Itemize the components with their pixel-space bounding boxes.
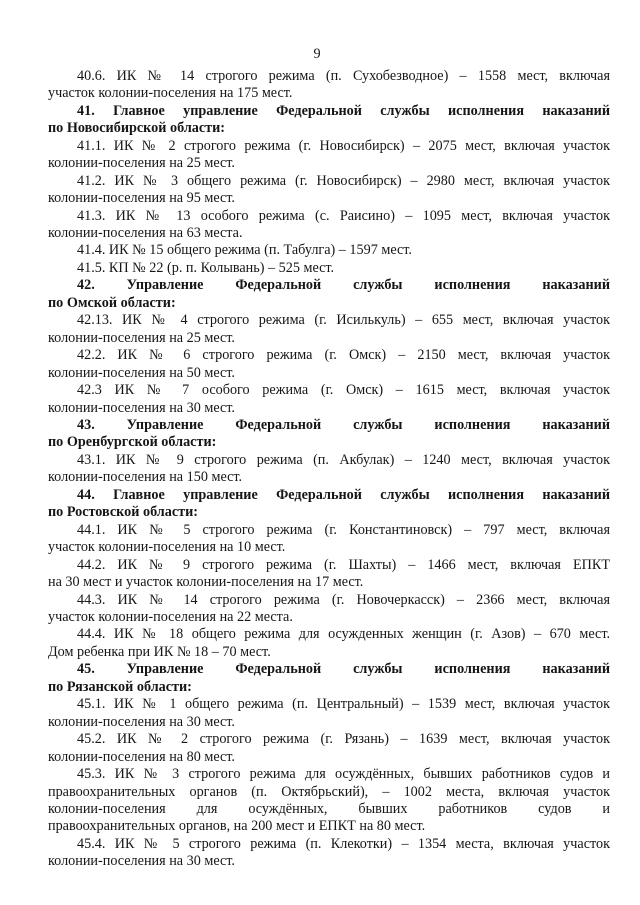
document-body (48, 68, 610, 871)
paragraph (48, 138, 610, 173)
paragraph (48, 312, 610, 347)
paragraph (48, 696, 610, 731)
text-line: 45. Управление Федеральной службы исполнения наказаний (77, 661, 610, 678)
section-heading (48, 417, 610, 452)
text-line: колонии-поселения на 30 мест. (48, 853, 235, 870)
text-line: по Омской области: (48, 294, 176, 311)
text-line: 45.2. ИК № 2 строгого режима (г. Рязань) – 1639 мест, включая участок (77, 731, 610, 748)
paragraph (48, 242, 610, 259)
text-line: 45.3. ИК № 3 строгого режима для осуждённых, бывших работников судов и (77, 766, 610, 783)
text-line: 41.4. ИК № 15 общего режима (п. Табулга) – 1597 мест. (77, 242, 412, 259)
text-line: на 30 мест и участок колонии-поселения на 17 мест. (48, 574, 364, 591)
text-line: 41.3. ИК № 13 особого режима (с. Раисино) – 1095 мест, включая участок (77, 207, 610, 224)
text-line: участок колонии-поселения на 22 места. (48, 609, 293, 625)
paragraph (48, 522, 610, 557)
text-line: 45.4. ИК № 5 строгого режима (п. Клекотки) – 1354 места, включая участок (77, 835, 610, 852)
text-line: 41.5. КП № 22 (р. п. Колывань) – 525 мест. (77, 259, 335, 276)
text-line: по Ростовской области: (48, 504, 199, 521)
text-line: колонии-поселения на 80 мест. (48, 748, 235, 765)
text-line: 42.2. ИК № 6 строгого режима (г. Омск) – 2150 мест, включая участок (77, 347, 610, 364)
text-line: колонии-поселения на 30 мест. (48, 399, 235, 416)
text-line: по Оренбургской области: (48, 434, 217, 451)
paragraph (48, 208, 610, 243)
text-line: Дом ребенка при ИК № 18 – 70 мест. (48, 643, 271, 660)
text-line: участок колонии-поселения на 10 мест. (48, 539, 286, 556)
paragraph (48, 592, 610, 627)
text-line: правоохранительных органов (п. Октябрьский), – 1002 места, включая участок (48, 783, 610, 800)
text-line: колонии-поселения на 50 мест. (48, 364, 235, 381)
paragraph (48, 766, 610, 836)
text-line: участок колонии-поселения на 175 мест. (48, 85, 293, 102)
text-line: колонии-поселения на 30 мест. (48, 713, 235, 730)
text-line: 45.1. ИК № 1 общего режима (п. Центральный) – 1539 мест, включая участок (77, 696, 610, 713)
text-line: 41.1. ИК № 2 строгого режима (г. Новосибирск) – 2075 мест, включая участок (77, 137, 610, 154)
section-heading (48, 277, 610, 312)
text-line: колонии-поселения на 25 мест. (48, 155, 235, 172)
text-block (48, 46, 610, 871)
text-line: 40.6. ИК № 14 строгого режима (п. Сухобезводное) – 1558 мест, включая (77, 67, 610, 84)
text-line: 44.1. ИК № 5 строгого режима (г. Константиновск) – 797 мест, включая (77, 521, 610, 538)
text-line: 42.3 ИК № 7 особого режима (г. Омск) – 1615 мест, включая участок (77, 382, 610, 399)
paragraph (48, 173, 610, 208)
section-heading (48, 661, 610, 696)
text-line: 44.4. ИК № 18 общего режима для осужденных женщин (г. Азов) – 670 мест. (77, 626, 610, 643)
text-line: 43.1. ИК № 9 строгого режима (п. Акбулак) – 1240 мест, включая участок (77, 451, 610, 468)
text-line: колонии-поселения на 95 мест. (48, 190, 235, 207)
text-line: колонии-поселения на 25 мест. (48, 329, 235, 346)
text-line: колонии-поселения для осуждённых, бывших работников судов и (48, 800, 610, 817)
paragraph (48, 382, 610, 417)
text-line: 43. Управление Федеральной службы исполнения наказаний (77, 417, 610, 434)
paragraph (48, 347, 610, 382)
text-line: правоохранительных органов, на 200 мест и ЕПКТ на 80 мест. (48, 818, 426, 835)
paragraph (48, 452, 610, 487)
section-heading (48, 103, 610, 138)
paragraph (48, 260, 610, 277)
text-line: по Новосибирской области: (48, 120, 226, 137)
paragraph (48, 557, 610, 592)
text-line: по Рязанской области: (48, 678, 192, 695)
text-line: колонии-поселения на 63 места. (48, 225, 243, 242)
text-line: 42.13. ИК № 4 строгого режима (г. Исилькуль) – 655 мест, включая участок (77, 312, 610, 329)
text-line: 44.3. ИК № 14 строгого режима (г. Новочеркасск) – 2366 мест, включая (77, 591, 610, 608)
text-line: колонии-поселения на 150 мест. (48, 469, 243, 486)
page-number: 9 (313, 46, 321, 62)
text-line: 41. Главное управление Федеральной службы исполнения наказаний (77, 102, 610, 119)
paragraph (48, 626, 610, 661)
text-line: 42. Управление Федеральной службы исполнения наказаний (77, 277, 610, 294)
text-line: 44.2. ИК № 9 строгого режима (г. Шахты) – 1466 мест, включая ЕПКТ (77, 556, 610, 573)
text-line: 41.2. ИК № 3 общего режима (г. Новосибирск) – 2980 мест, включая участок (77, 172, 610, 189)
paragraph (48, 836, 610, 871)
section-heading (48, 487, 610, 522)
text-line: 44. Главное управление Федеральной службы исполнения наказаний (77, 486, 610, 503)
paragraph (48, 68, 610, 103)
paragraph (48, 731, 610, 766)
